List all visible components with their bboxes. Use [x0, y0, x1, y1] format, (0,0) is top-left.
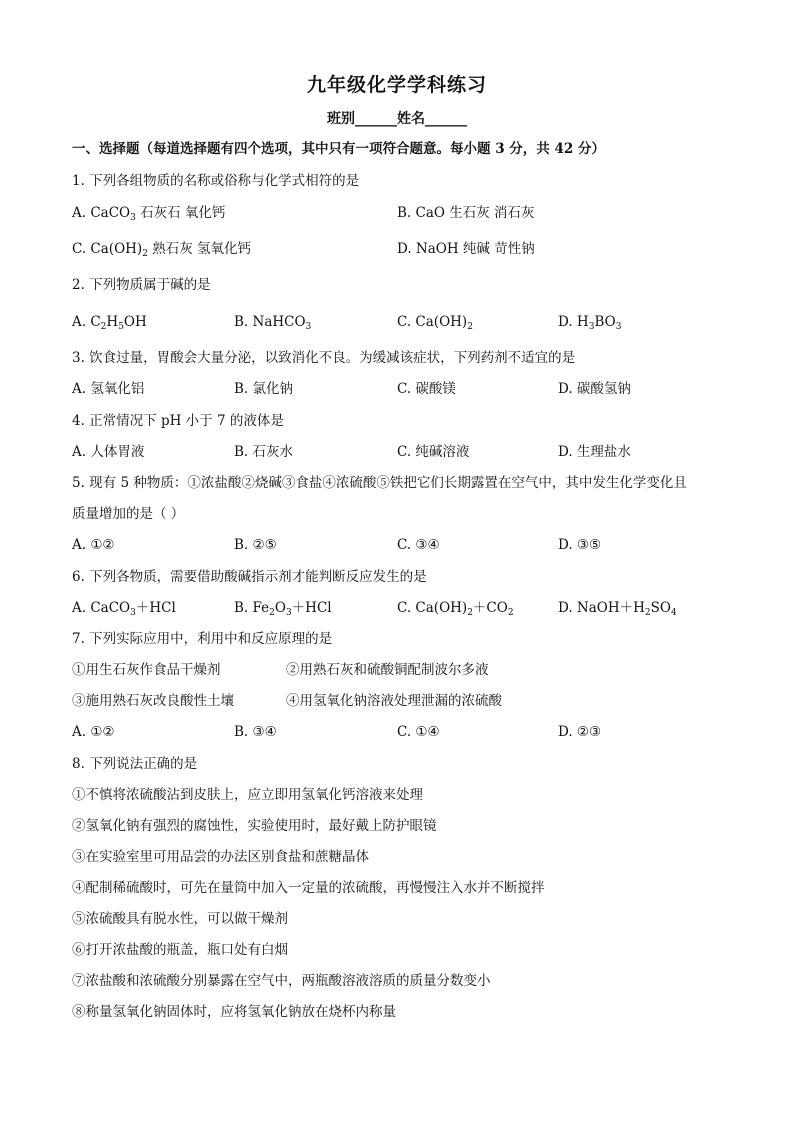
question-8-stem: 8. 下列说法正确的是 — [72, 756, 198, 772]
q8-statement: ⑤浓硫酸具有脱水性，可以做干燥剂 — [72, 911, 288, 927]
q2-option-a: A. $C_2H_5OH$ — [72, 314, 147, 332]
q5-option-c: C. ③④ — [397, 537, 440, 553]
q4-option-a: A. 人体胃液 — [72, 444, 145, 460]
question-2-stem: 2. 下列物质属于碱的是 — [72, 277, 211, 293]
q4-option-c: C. 纯碱溶液 — [397, 444, 470, 460]
q7-statement-1: ①用生石灰作食品干燥剂 — [72, 662, 221, 678]
q6-option-c: C. $Ca(OH)_2+CO_2$ — [397, 600, 514, 618]
q4-option-b: B. 石灰水 — [234, 444, 294, 460]
q2-option-d: D. $H_3BO_3$ — [558, 314, 622, 332]
q8-statement: ②氢氧化钠有强烈的腐蚀性，实验使用时，最好戴上防护眼镜 — [72, 818, 437, 834]
q1-option-d: D. NaOH 纯碱 苛性钠 — [397, 241, 535, 257]
q8-statement: ④配制稀硫酸时，可先在量筒中加入一定量的浓硫酸，再慢慢注入水并不断搅拌 — [72, 880, 545, 896]
q3-option-a: A. 氢氧化铝 — [72, 381, 145, 397]
q1-option-a: A. CaCO$_3$ 石灰石 氧化钙 — [72, 205, 226, 223]
q7-statement-3: ③施用熟石灰改良酸性土壤 — [72, 693, 234, 709]
q3-option-d: D. 碳酸氢钠 — [558, 381, 631, 397]
q6-option-b: B. $Fe_2O_3+HCl$ — [234, 600, 332, 618]
q8-statement: ⑦浓盐酸和浓硫酸分别暴露在空气中，两瓶酸溶液溶质的质量分数变小 — [72, 973, 491, 989]
q8-statement: ③在实验室里可用品尝的办法区别食盐和蔗糖晶体 — [72, 849, 369, 865]
page-title: 九年级化学学科练习 — [306, 74, 487, 96]
q3-option-b: B. 氯化钠 — [234, 381, 294, 397]
q5-option-d: D. ③⑤ — [558, 537, 602, 553]
q4-option-d: D. 生理盐水 — [558, 444, 631, 460]
class-name-line: 班别______姓名______ — [327, 111, 467, 127]
q6-option-d: D. $NaOH+H_2SO_4$ — [558, 600, 677, 618]
question-1-stem: 1. 下列各组物质的名称或俗称与化学式相符的是 — [72, 173, 360, 189]
question-6-stem: 6. 下列各物质，需要借助酸碱指示剂才能判断反应发生的是 — [72, 569, 427, 585]
section-heading: 一、选择题（每道选择题有四个选项，其中只有一项符合题意。每小题 3 分，共 42 分） — [72, 141, 605, 157]
q5-option-b: B. ②⑤ — [234, 537, 277, 553]
q5-option-a: A. ①② — [72, 537, 115, 553]
question-5-stem: 5. 现有 5 种物质：①浓盐酸②烧碱③食盐④浓硫酸⑤铁把它们长期露置在空气中，其中发生化学变化且 — [72, 475, 687, 491]
q3-option-c: C. 碳酸镁 — [397, 381, 456, 397]
q8-statement: ⑥打开浓盐酸的瓶盖，瓶口处有白烟 — [72, 942, 288, 958]
q1-option-b: B. CaO 生石灰 消石灰 — [397, 205, 535, 221]
q7-option-c: C. ①④ — [397, 724, 440, 740]
q2-option-c: C. $Ca(OH)_2$ — [397, 314, 473, 332]
q7-option-d: D. ②③ — [558, 724, 602, 740]
question-4-stem: 4. 正常情况下 pH 小于 7 的液体是 — [72, 413, 284, 429]
q7-option-b: B. ③④ — [234, 724, 277, 740]
q7-option-a: A. ①② — [72, 724, 115, 740]
q2-option-b: B. NaHCO$_3$ — [234, 314, 312, 332]
q7-statement-2: ②用熟石灰和硫酸铜配制波尔多液 — [286, 662, 489, 678]
question-7-stem: 7. 下列实际应用中，利用中和反应原理的是 — [72, 631, 333, 647]
q1-option-c: C. $Ca(OH)_2$ 熟石灰 氢氧化钙 — [72, 241, 252, 259]
q7-statement-4: ④用氢氧化钠溶液处理泄漏的浓硫酸 — [286, 693, 502, 709]
q8-statement: ⑧称量氢氧化钠固体时，应将氢氧化钠放在烧杯内称量 — [72, 1004, 396, 1020]
q8-statement: ①不慎将浓硫酸沾到皮肤上，应立即用氢氧化钙溶液来处理 — [72, 787, 423, 803]
question-3-stem: 3. 饮食过量，胃酸会大量分泌，以致消化不良。为缓减该症状，下列药剂不适宜的是 — [72, 350, 576, 366]
question-5-stem-cont: 质量增加的是（ ） — [72, 506, 185, 522]
q6-option-a: A. CaCO$_3$＋HCl — [72, 600, 176, 618]
